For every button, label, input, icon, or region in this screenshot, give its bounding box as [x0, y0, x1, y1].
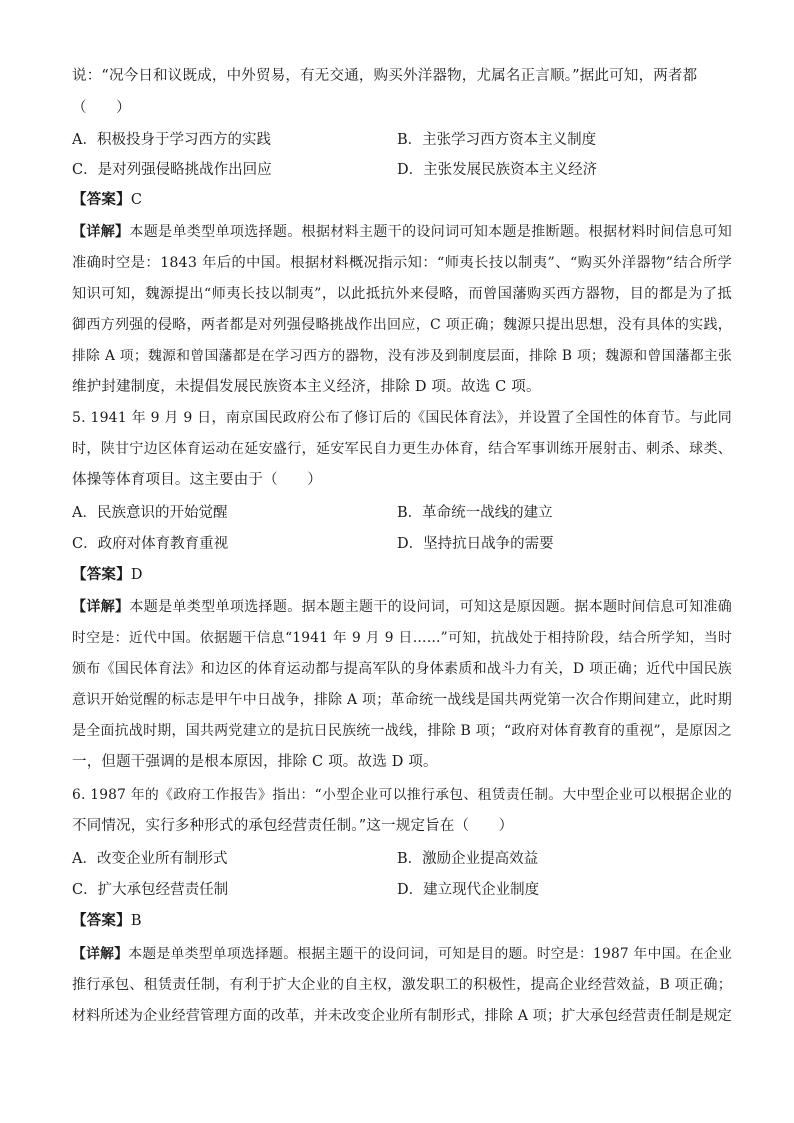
q5-stem-line: 体操等体育项目。这主要由于（ ） — [72, 472, 322, 488]
q6-explain-line: 【详解】本题是单类型单项选择题。根据主题干的设问词，可知是目的题。时空是：1987 年中国。在企业 — [72, 946, 732, 962]
q6-option-b: B．激励企业提高效益 — [397, 851, 539, 867]
q4-explain-line: 御西方列强的侵略，两者都是对列强侵略挑战作出回应，C 项正确；魏源只提出思想，没有具体的实践， — [72, 317, 732, 333]
answer-value: B — [130, 913, 142, 929]
q5-explain-line: 意识开始觉醒的标志是甲午中日战争，排除 A 项；革命统一战线是国共两党第一次合作期间建立，此时期 — [72, 692, 732, 708]
q6-option-d: D．建立现代企业制度 — [397, 882, 540, 898]
explain-label: 【详解】 — [72, 946, 129, 962]
q4-explain-line: 准确时空是：1843 年后的中国。根据材料概况指示知：“师夷长技以制夷”、“购买外洋器物”结合所学 — [72, 255, 732, 271]
answer-label: 【答案】 — [72, 191, 131, 208]
q5-option-d: D．坚持抗日战争的需要 — [397, 536, 554, 552]
q4-explain-line: 排除 A 项；魏源和曾国藩都是在学习西方的器物，没有涉及到制度层面，排除 B 项；魏源和曾国藩都主张 — [72, 348, 732, 364]
q4-answer — [72, 190, 732, 210]
q5-answer — [72, 565, 732, 585]
q6-answer — [72, 911, 732, 931]
q5-option-b: B．革命统一战线的建立 — [397, 505, 553, 521]
q4-option-c: C．是对列强侵略挑战作出回应 — [72, 162, 272, 178]
q5-explain-line: 【详解】本题是单类型单项选择题。据本题主题干的设问词，可知这是原因题。据本题时间信息可知准确 — [72, 599, 732, 615]
answer-value: C — [130, 192, 143, 208]
q5-explain-line: 颁布《国民体育法》和边区的体育运动都与提高军队的身体素质和战斗力有关，D 项正确；近代中国民族 — [72, 661, 732, 677]
q5-option-a: A．民族意识的开始觉醒 — [72, 505, 228, 521]
answer-label: 【答案】 — [72, 566, 131, 583]
q4-explain-line: 维护封建制度，未提倡发展民族资本主义经济，排除 D 项。故选 C 项。 — [72, 379, 541, 395]
q6-explain-line: 材料所述为企业经营管理方面的改革，并未改变企业所有制形式，排除 A 项；扩大承包经营责任制是规定 — [72, 1008, 732, 1024]
explain-label: 【详解】 — [72, 599, 130, 615]
q5-explain-line: 时空是：近代中国。依据题干信息“1941 年 9 月 9 日……”可知，抗战处于相持阶段，结合所学知，当时 — [72, 630, 732, 646]
q5-stem-line: 时，陕甘宁边区体育运动在延安盛行，延安军民自力更生办体育，结合军事训练开展射击、刺杀、球类、 — [72, 441, 732, 457]
q6-explain-line: 推行承包、租赁责任制，有利于扩大企业的自主权，激发职工的积极性，提高企业经营效益，B 项正确； — [72, 977, 732, 993]
q6-option-c: C．扩大承包经营责任制 — [72, 882, 229, 898]
q4-explain-line: 知识可知，魏源提出“师夷长技以制夷”，以此抵抗外来侵略，而曾国藩购买西方器物，目的都是为了抵 — [72, 286, 732, 302]
q4-stem-line: 说：“况今日和议既成，中外贸易，有无交通，购买外洋器物，尤属名正言顺。”据此可知，两者都 — [72, 68, 698, 84]
q6-stem-line: 6. 1987 年的《政府工作报告》指出：“小型企业可以推行承包、租赁责任制。大中型企业可以根据企业的 — [72, 787, 732, 803]
q5-explain-line: 是全面抗战时期，国共两党建立的是抗日民族统一战线，排除 B 项；“政府对体育教育的重视”，是原因之 — [72, 723, 732, 739]
q4-option-d: D．主张发展民族资本主义经济 — [397, 162, 598, 178]
q5-stem-line: 5. 1941 年 9 月 9 日，南京国民政府公布了修订后的《国民体育法》，并设置了全国性的体育节。与此同 — [72, 410, 732, 426]
q6-option-a: A．改变企业所有制形式 — [72, 851, 228, 867]
explain-label: 【详解】 — [72, 224, 130, 240]
q4-answer-paren: （ ） — [72, 100, 131, 116]
answer-label: 【答案】 — [72, 912, 131, 929]
q4-option-a: A．积极投身于学习西方的实践 — [72, 132, 271, 148]
q4-option-b: B．主张学习西方资本主义制度 — [397, 132, 597, 148]
answer-value: D — [130, 567, 143, 583]
q6-stem-line: 不同情况，实行多种形式的承包经营责任制。”这一规定旨在（ ） — [72, 818, 514, 834]
q4-explain-line: 【详解】本题是单类型单项选择题。根据材料主题干的设问词可知本题是推断题。根据材料时间信息可知 — [72, 224, 732, 240]
q5-option-c: C．政府对体育教育重视 — [72, 536, 229, 552]
q5-explain-line: 一，但题干强调的是根本原因，排除 C 项。故选 D 项。 — [72, 754, 438, 770]
